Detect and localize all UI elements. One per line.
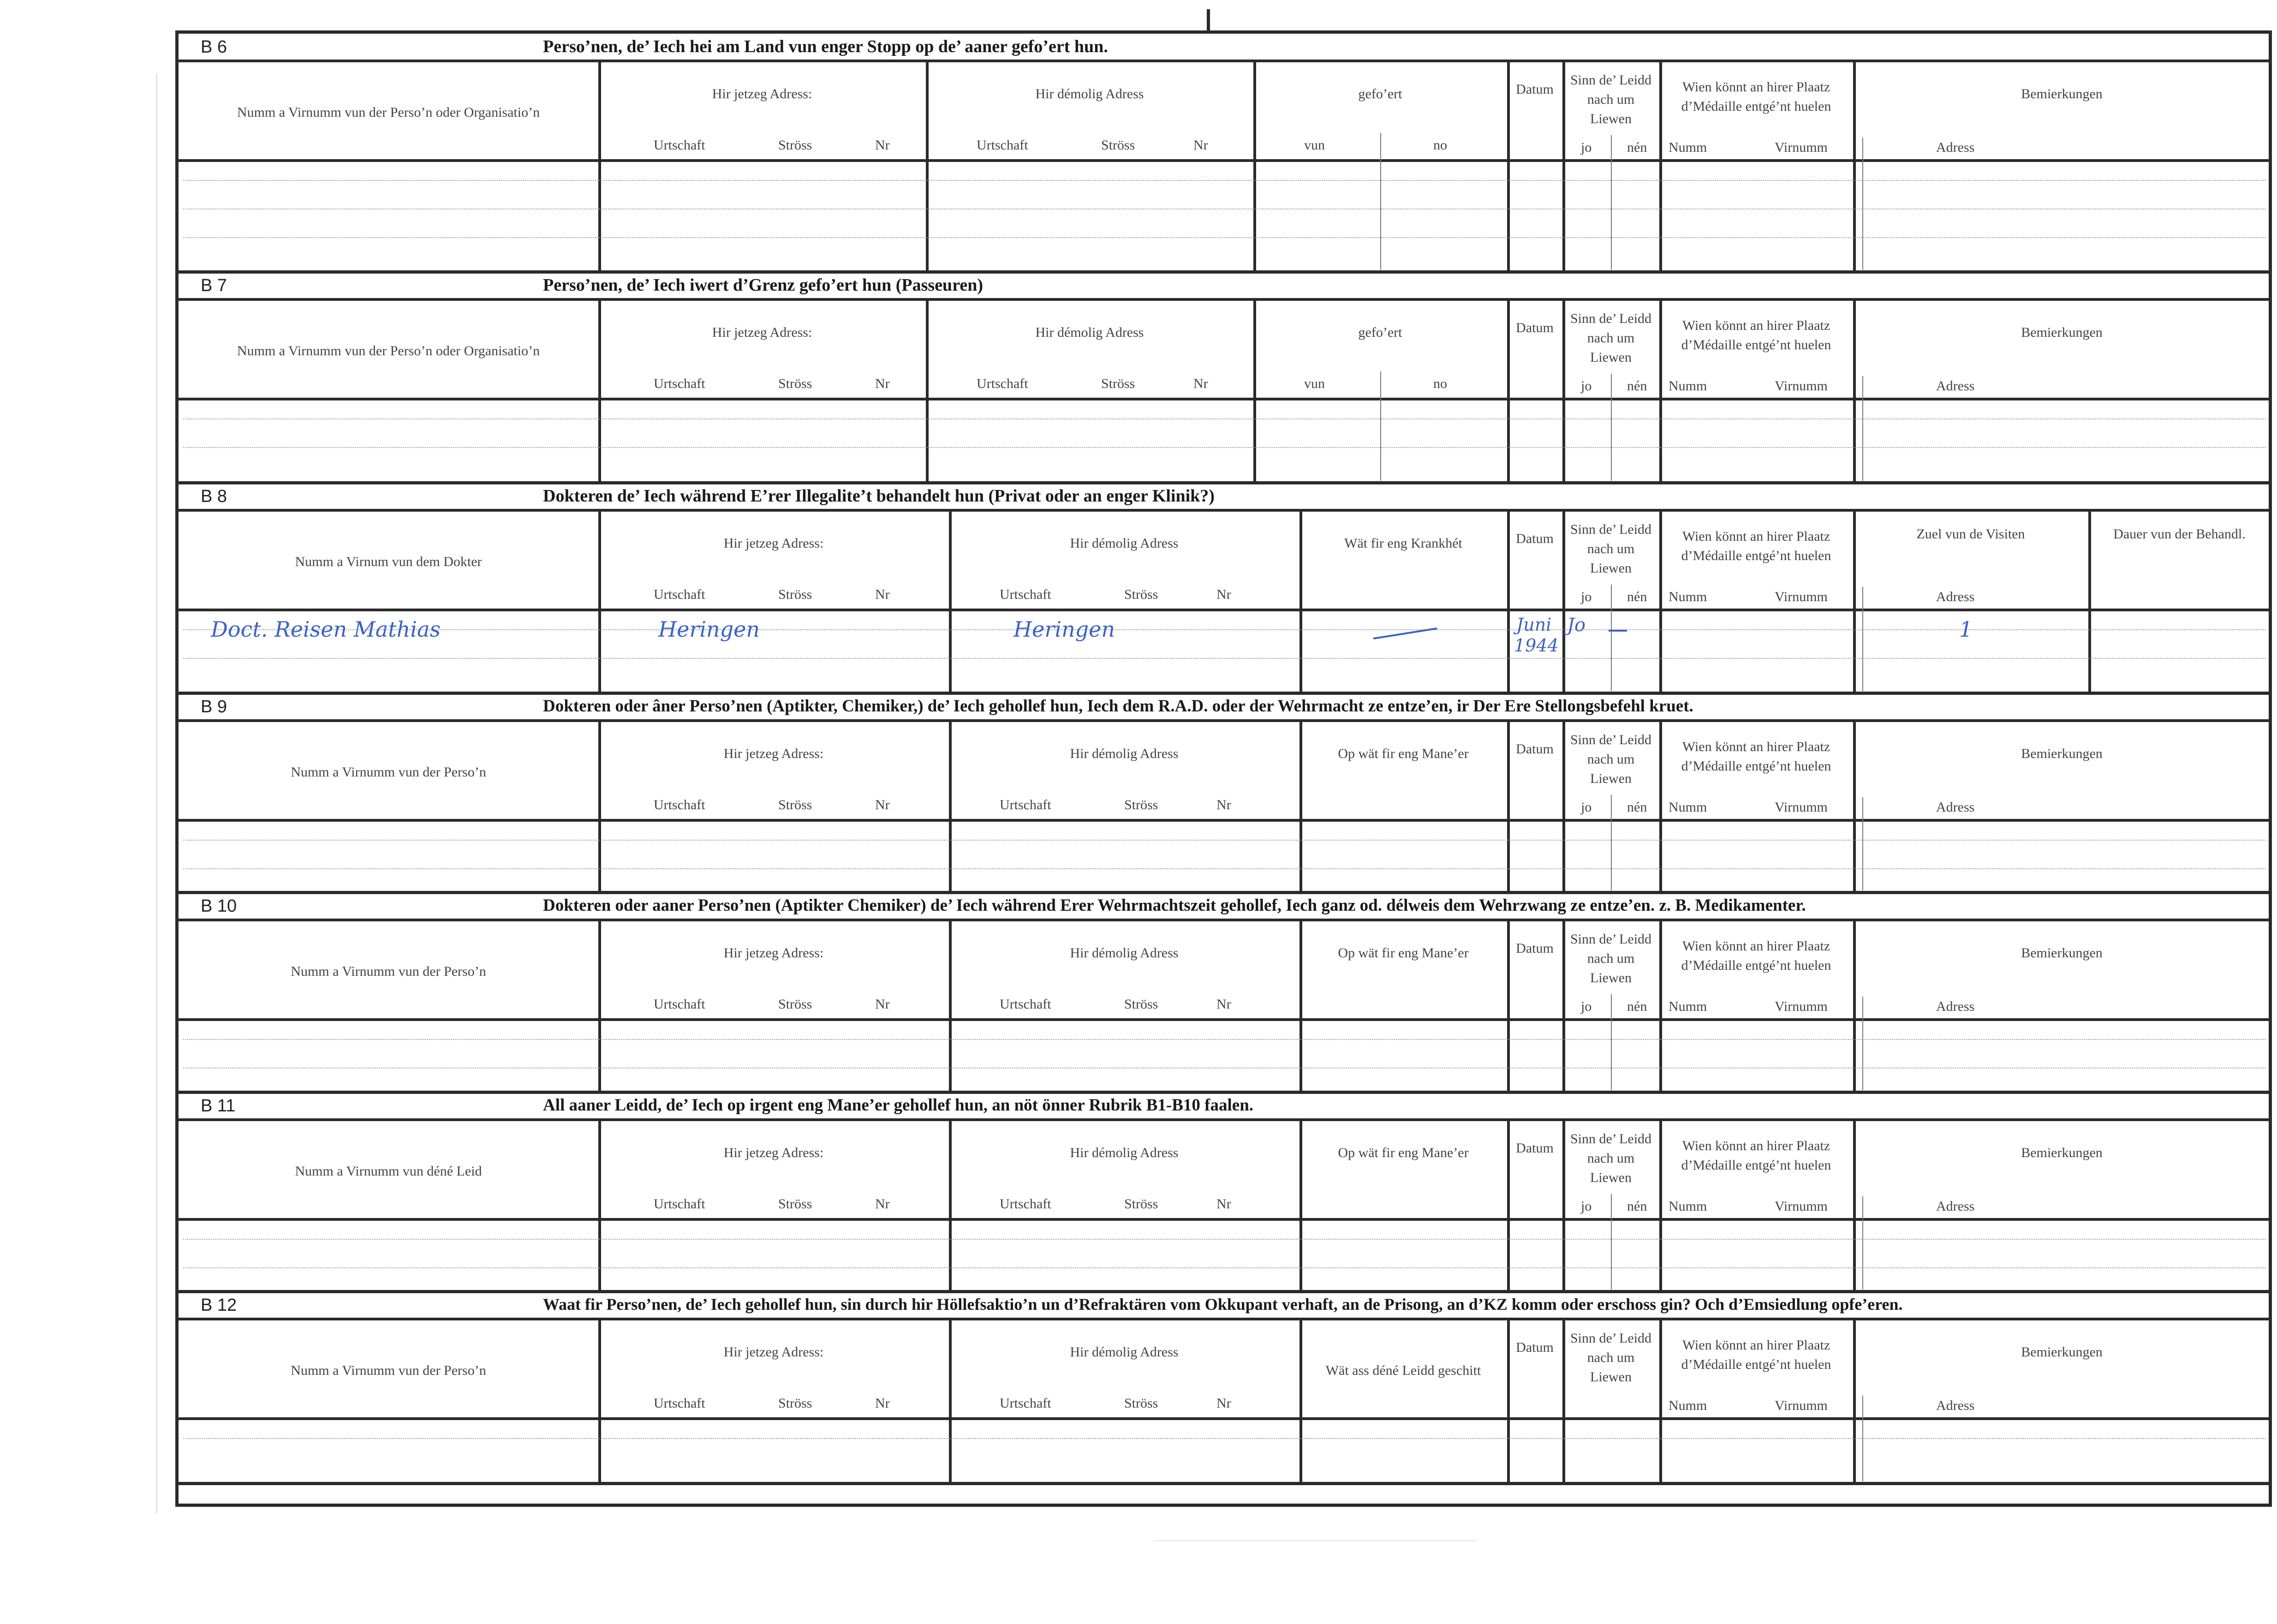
medal-label: Wien könnt an hirer Plaatz d’Médaille entgé’nt huelen xyxy=(1681,1138,1831,1173)
yes-no-divider xyxy=(1611,994,1612,1090)
handwritten-doctor-name: Doct. Reisen Mathias xyxy=(211,617,441,642)
column-divider xyxy=(1659,509,1662,692)
medal-surname-label: Numm xyxy=(1669,1199,1707,1214)
risk-label: Sinn de’ Leidd nach um Liewen xyxy=(1570,931,1652,985)
section-code: B 7 xyxy=(201,276,227,295)
medal-firstname-label: Virnumm xyxy=(1775,1199,1828,1214)
former-number-label: Nr xyxy=(1193,137,1208,153)
former-address-label: Hir démolig Adress xyxy=(1070,945,1179,961)
column-divider xyxy=(1659,298,1662,481)
yes-no-divider xyxy=(1611,135,1612,270)
handwritten-alive-yes: Jo xyxy=(1567,615,1586,636)
medal-address-label: Adress xyxy=(1936,140,1975,155)
current-number-label: Nr xyxy=(875,1196,890,1212)
current-number-label: Nr xyxy=(875,376,890,391)
section-b9 xyxy=(179,693,2269,893)
risk-no-label: nén xyxy=(1627,800,1647,815)
name-column-label: Numm a Virnumm vun der Perso’n oder Organisatio’n xyxy=(237,343,540,358)
handwritten-date-month: Juni xyxy=(1516,615,1552,635)
current-street-label: Ströss xyxy=(778,1196,812,1212)
column-divider xyxy=(1659,1318,1662,1482)
section-data-rows[interactable] xyxy=(179,1417,2269,1484)
date-label: Datum xyxy=(1516,741,1554,757)
former-number-label: Nr xyxy=(1216,1196,1231,1212)
handwritten-former-place: Heringen xyxy=(1013,617,1115,642)
former-number-label: Nr xyxy=(1193,376,1208,391)
section-b8 xyxy=(179,483,2269,693)
remarks-label: Bemierkungen xyxy=(2021,86,2103,102)
section-data-rows[interactable] xyxy=(179,819,2269,893)
section-titlebar xyxy=(179,483,2269,509)
entry-dotted-line xyxy=(183,629,2266,630)
duration-label: Dauer vun der Behandl. xyxy=(2113,526,2246,542)
medal-label: Wien könnt an hirer Plaatz d’Médaille entgé’nt huelen xyxy=(1681,318,1831,352)
name-column-label: Numm a Virnum vun dem Dokter xyxy=(295,554,482,569)
remarks-label: Bemierkungen xyxy=(2021,325,2103,340)
current-address-label: Hir jetzeg Adress: xyxy=(723,945,824,961)
risk-yes-label: jo xyxy=(1581,140,1592,155)
current-address-label: Hir jetzeg Adress: xyxy=(723,746,824,761)
risk-yes-label: jo xyxy=(1581,999,1592,1014)
medal-subdivider xyxy=(1862,797,1863,890)
former-place-label: Urtschaft xyxy=(977,137,1028,153)
medal-firstname-label: Virnumm xyxy=(1775,800,1828,815)
remarks-label: Bemierkungen xyxy=(2021,1344,2103,1360)
section-code: B 12 xyxy=(201,1296,237,1315)
yes-no-divider xyxy=(1611,795,1612,890)
former-street-label: Ströss xyxy=(1124,1196,1158,1212)
transported-to-label: no xyxy=(1433,137,1447,153)
section-code: B 8 xyxy=(201,487,227,506)
former-street-label: Ströss xyxy=(1124,997,1158,1012)
entry-dotted-line xyxy=(183,180,2266,181)
risk-no-label: nén xyxy=(1627,999,1647,1014)
section-code: B 10 xyxy=(201,896,237,916)
former-place-label: Urtschaft xyxy=(1000,997,1051,1012)
risk-label: Sinn de’ Leidd nach um Liewen xyxy=(1570,1131,1652,1185)
entry-dotted-line xyxy=(183,868,2266,869)
section-code: B 6 xyxy=(201,37,227,57)
medal-surname-label: Numm xyxy=(1669,589,1707,604)
entry-dotted-line xyxy=(183,418,2266,419)
medal-surname-label: Numm xyxy=(1669,999,1707,1014)
current-street-label: Ströss xyxy=(778,376,812,391)
current-place-label: Urtschaft xyxy=(654,137,705,153)
medal-firstname-label: Virnumm xyxy=(1775,1398,1828,1413)
former-place-label: Urtschaft xyxy=(977,376,1028,391)
illness-label: Wät fir eng Krankhét xyxy=(1344,536,1462,551)
current-place-label: Urtschaft xyxy=(654,1196,705,1212)
former-number-label: Nr xyxy=(1216,997,1231,1012)
manner-label: Op wät fir eng Mane’er xyxy=(1338,1145,1469,1160)
yes-no-divider xyxy=(1611,585,1612,691)
medal-firstname-label: Virnumm xyxy=(1775,589,1828,604)
medal-subdivider xyxy=(1862,1196,1863,1290)
former-place-label: Urtschaft xyxy=(1000,587,1051,602)
name-column-label: Numm a Virnumm vun der Perso’n oder Organisatio’n xyxy=(237,105,540,120)
medal-surname-label: Numm xyxy=(1669,140,1707,155)
medal-label: Wien könnt an hirer Plaatz d’Médaille entgé’nt huelen xyxy=(1681,739,1831,774)
medal-address-label: Adress xyxy=(1936,1199,1975,1214)
risk-no-label: nén xyxy=(1627,378,1647,394)
current-street-label: Ströss xyxy=(778,997,812,1012)
section-title: Dokteren oder aaner Perso’nen (Aptikter Chemiker) de’ Iech während Erer Wehrmachtszeit gehollef, Iech ganz od. délweis dem Wehrzwang ze entze’en. z. B. Medikamenter. xyxy=(543,896,1806,915)
form-page xyxy=(175,30,2272,1507)
handwritten-date-year: 1944 xyxy=(1514,635,1559,656)
transported-from-label: vun xyxy=(1304,376,1325,391)
medal-subdivider xyxy=(1862,587,1863,691)
former-address-label: Hir démolig Adress xyxy=(1035,86,1144,102)
column-divider xyxy=(1659,719,1662,891)
former-address-label: Hir démolig Adress xyxy=(1070,1344,1179,1360)
medal-address-label: Adress xyxy=(1936,800,1975,815)
former-street-label: Ströss xyxy=(1124,1396,1158,1411)
date-label: Datum xyxy=(1516,82,1554,97)
section-b11 xyxy=(179,1093,2269,1292)
former-address-label: Hir démolig Adress xyxy=(1070,536,1179,551)
column-divider xyxy=(1659,60,1662,270)
remarks-label: Bemierkungen xyxy=(2021,746,2103,761)
former-number-label: Nr xyxy=(1216,797,1231,812)
fate-label: Wät ass déné Leidd geschitt xyxy=(1325,1363,1481,1378)
from-to-divider xyxy=(1380,133,1381,270)
former-number-label: Nr xyxy=(1216,1396,1231,1411)
transported-label: gefo’ert xyxy=(1358,325,1402,340)
visits-label: Zuel vun de Visiten xyxy=(1916,526,2025,542)
current-address-label: Hir jetzeg Adress: xyxy=(712,86,812,102)
column-divider xyxy=(1562,60,1565,270)
current-street-label: Ströss xyxy=(778,797,812,812)
current-place-label: Urtschaft xyxy=(654,797,705,812)
section-data-rows[interactable] xyxy=(179,609,2269,693)
section-code: B 9 xyxy=(201,697,227,716)
risk-no-label: nén xyxy=(1627,589,1647,604)
risk-yes-label: jo xyxy=(1581,1199,1592,1214)
name-column-label: Numm a Virnumm vun der Perso’n xyxy=(291,764,486,780)
section-title: Waat fir Perso’nen, de’ Iech gehollef hun, sin durch hir Höllefsaktio’n un d’Refraktären vom Okkupant verhaft, an de Prisong, an d’KZ komm oder erschoss gin? Och d’Emsiedlung opfe’eren. xyxy=(543,1295,1903,1314)
risk-label: Sinn de’ Leidd nach um Liewen xyxy=(1570,311,1652,365)
column-divider xyxy=(1562,1318,1565,1482)
date-label: Datum xyxy=(1516,941,1554,956)
medal-firstname-label: Virnumm xyxy=(1775,140,1828,155)
medal-label: Wien könnt an hirer Plaatz d’Médaille entgé’nt huelen xyxy=(1681,529,1831,563)
section-data-rows[interactable] xyxy=(179,398,2269,483)
medal-subdivider xyxy=(1862,137,1863,270)
current-street-label: Ströss xyxy=(778,587,812,602)
medal-label: Wien könnt an hirer Plaatz d’Médaille entgé’nt huelen xyxy=(1681,938,1831,973)
column-divider xyxy=(1562,298,1565,481)
medal-address-label: Adress xyxy=(1936,378,1975,394)
former-street-label: Ströss xyxy=(1124,797,1158,812)
section-b10 xyxy=(179,893,2269,1093)
entry-dotted-line xyxy=(183,237,2266,238)
current-number-label: Nr xyxy=(875,797,890,812)
entry-dotted-line xyxy=(183,658,2266,659)
former-place-label: Urtschaft xyxy=(1000,1196,1051,1212)
medal-address-label: Adress xyxy=(1936,999,1975,1014)
column-divider xyxy=(1562,719,1565,891)
former-address-label: Hir démolig Adress xyxy=(1070,746,1179,761)
transported-label: gefo’ert xyxy=(1358,86,1402,102)
former-place-label: Urtschaft xyxy=(1000,1396,1051,1411)
current-number-label: Nr xyxy=(875,1396,890,1411)
section-bottom-rule xyxy=(179,1482,2269,1485)
risk-label: Sinn de’ Leidd nach um Liewen xyxy=(1570,522,1652,576)
medal-address-label: Adress xyxy=(1936,589,1975,604)
section-titlebar xyxy=(179,1093,2269,1118)
medal-surname-label: Numm xyxy=(1669,800,1707,815)
risk-yes-label: jo xyxy=(1581,378,1592,394)
risk-no-label: nén xyxy=(1627,140,1647,155)
section-b6 xyxy=(179,34,2269,272)
section-titlebar xyxy=(179,1292,2269,1318)
section-titlebar xyxy=(179,34,2269,60)
current-address-label: Hir jetzeg Adress: xyxy=(723,536,824,551)
risk-label: Sinn de’ Leidd nach um Liewen xyxy=(1570,1331,1652,1385)
entry-dotted-line xyxy=(183,1068,2266,1069)
handwritten-dash-alive-no xyxy=(1609,630,1627,632)
medal-label: Wien könnt an hirer Plaatz d’Médaille entgé’nt huelen xyxy=(1681,79,1831,114)
risk-yes-label: jo xyxy=(1581,800,1592,815)
from-to-divider xyxy=(1380,371,1381,481)
entry-dotted-line xyxy=(183,840,2266,841)
yes-no-divider xyxy=(1611,374,1612,481)
section-title: Perso’nen, de’ Iech iwert d’Grenz gefo’ert hun (Passeuren) xyxy=(543,275,984,295)
medal-subdivider xyxy=(1862,376,1863,481)
current-place-label: Urtschaft xyxy=(654,376,705,391)
section-title: All aaner Leidd, de’ Iech op irgent eng Mane’er gehollef hun, an nöt önner Rubrik B1-B10 faalen. xyxy=(543,1096,1254,1115)
section-b7 xyxy=(179,272,2269,483)
section-title: Dokteren de’ Iech während E’rer Illegalite’t behandelt hun (Privat oder an enger Klinik?) xyxy=(543,486,1215,506)
date-label: Datum xyxy=(1516,531,1554,546)
date-label: Datum xyxy=(1516,1140,1554,1156)
left-edge-shadow xyxy=(156,74,157,1513)
transported-from-label: vun xyxy=(1304,137,1325,153)
remarks-label: Bemierkungen xyxy=(2021,1145,2103,1160)
section-title: Dokteren oder âner Perso’nen (Aptikter, Chemiker,) de’ Iech gehollef hun, Iech dem R.A.D. oder der Wehrmacht ze entze’en, ir Der Ere Stellongsbefehl kruet. xyxy=(543,697,1693,716)
medal-surname-label: Numm xyxy=(1669,1398,1707,1413)
section-data-rows[interactable] xyxy=(179,159,2269,272)
risk-yes-label: jo xyxy=(1581,589,1592,604)
entry-dotted-line xyxy=(183,1239,2266,1240)
section-titlebar xyxy=(179,893,2269,919)
current-place-label: Urtschaft xyxy=(654,587,705,602)
date-label: Datum xyxy=(1516,1340,1554,1355)
current-place-label: Urtschaft xyxy=(654,997,705,1012)
top-fold-mark xyxy=(1207,9,1210,30)
former-address-label: Hir démolig Adress xyxy=(1070,1145,1179,1160)
remarks-label: Bemierkungen xyxy=(2021,945,2103,961)
column-divider xyxy=(1659,1118,1662,1290)
current-address-label: Hir jetzeg Adress: xyxy=(723,1344,824,1360)
handwritten-current-place: Heringen xyxy=(658,617,760,642)
former-number-label: Nr xyxy=(1216,587,1231,602)
column-divider xyxy=(1562,919,1565,1091)
risk-label: Sinn de’ Leidd nach um Liewen xyxy=(1570,72,1652,126)
transported-to-label: no xyxy=(1433,376,1447,391)
medal-label: Wien könnt an hirer Plaatz d’Médaille entgé’nt huelen xyxy=(1681,1337,1831,1372)
entry-dotted-line xyxy=(183,1267,2266,1268)
name-column-label: Numm a Virnumm vun der Perso’n xyxy=(291,964,486,979)
section-data-rows[interactable] xyxy=(179,1218,2269,1292)
risk-no-label: nén xyxy=(1627,1199,1647,1214)
current-address-label: Hir jetzeg Adress: xyxy=(723,1145,824,1160)
risk-label: Sinn de’ Leidd nach um Liewen xyxy=(1570,732,1652,786)
yes-no-divider xyxy=(1611,1194,1612,1290)
manner-label: Op wät fir eng Mane’er xyxy=(1338,746,1469,761)
section-data-rows[interactable] xyxy=(179,1018,2269,1093)
section-code: B 11 xyxy=(201,1096,236,1116)
entry-dotted-line xyxy=(183,1039,2266,1040)
name-column-label: Numm a Virnumm vun der Perso’n xyxy=(291,1363,486,1378)
former-place-label: Urtschaft xyxy=(1000,797,1051,812)
former-address-label: Hir démolig Adress xyxy=(1035,325,1144,340)
current-address-label: Hir jetzeg Adress: xyxy=(712,325,812,340)
manner-label: Op wät fir eng Mane’er xyxy=(1338,945,1469,961)
column-divider xyxy=(1299,1318,1302,1482)
section-b12 xyxy=(179,1292,2269,1484)
date-label: Datum xyxy=(1516,320,1554,335)
section-title: Perso’nen, de’ Iech hei am Land vun enger Stopp op de’ aaner gefo’ert hun. xyxy=(543,37,1108,56)
current-place-label: Urtschaft xyxy=(654,1396,705,1411)
current-street-label: Ströss xyxy=(778,137,812,153)
medal-subdivider xyxy=(1862,997,1863,1090)
entry-dotted-line xyxy=(183,447,2266,448)
medal-firstname-label: Virnumm xyxy=(1775,378,1828,394)
handwritten-visits: 1 xyxy=(1959,617,1973,642)
column-divider xyxy=(1562,509,1565,692)
name-column-label: Numm a Virnumm vun déné Leid xyxy=(295,1164,482,1179)
section-titlebar xyxy=(179,272,2269,298)
former-street-label: Ströss xyxy=(1101,137,1135,153)
current-street-label: Ströss xyxy=(778,1396,812,1411)
current-number-label: Nr xyxy=(875,997,890,1012)
current-number-label: Nr xyxy=(875,137,890,153)
current-number-label: Nr xyxy=(875,587,890,602)
medal-surname-label: Numm xyxy=(1669,378,1707,394)
former-street-label: Ströss xyxy=(1124,587,1158,602)
entry-dotted-line xyxy=(183,1438,2266,1439)
column-divider xyxy=(1659,919,1662,1091)
column-divider xyxy=(1562,1118,1565,1290)
section-titlebar xyxy=(179,693,2269,719)
former-street-label: Ströss xyxy=(1101,376,1135,391)
medal-firstname-label: Virnumm xyxy=(1775,999,1828,1014)
medal-address-label: Adress xyxy=(1936,1398,1975,1413)
bottom-edge-shadow xyxy=(1153,1540,1476,1541)
